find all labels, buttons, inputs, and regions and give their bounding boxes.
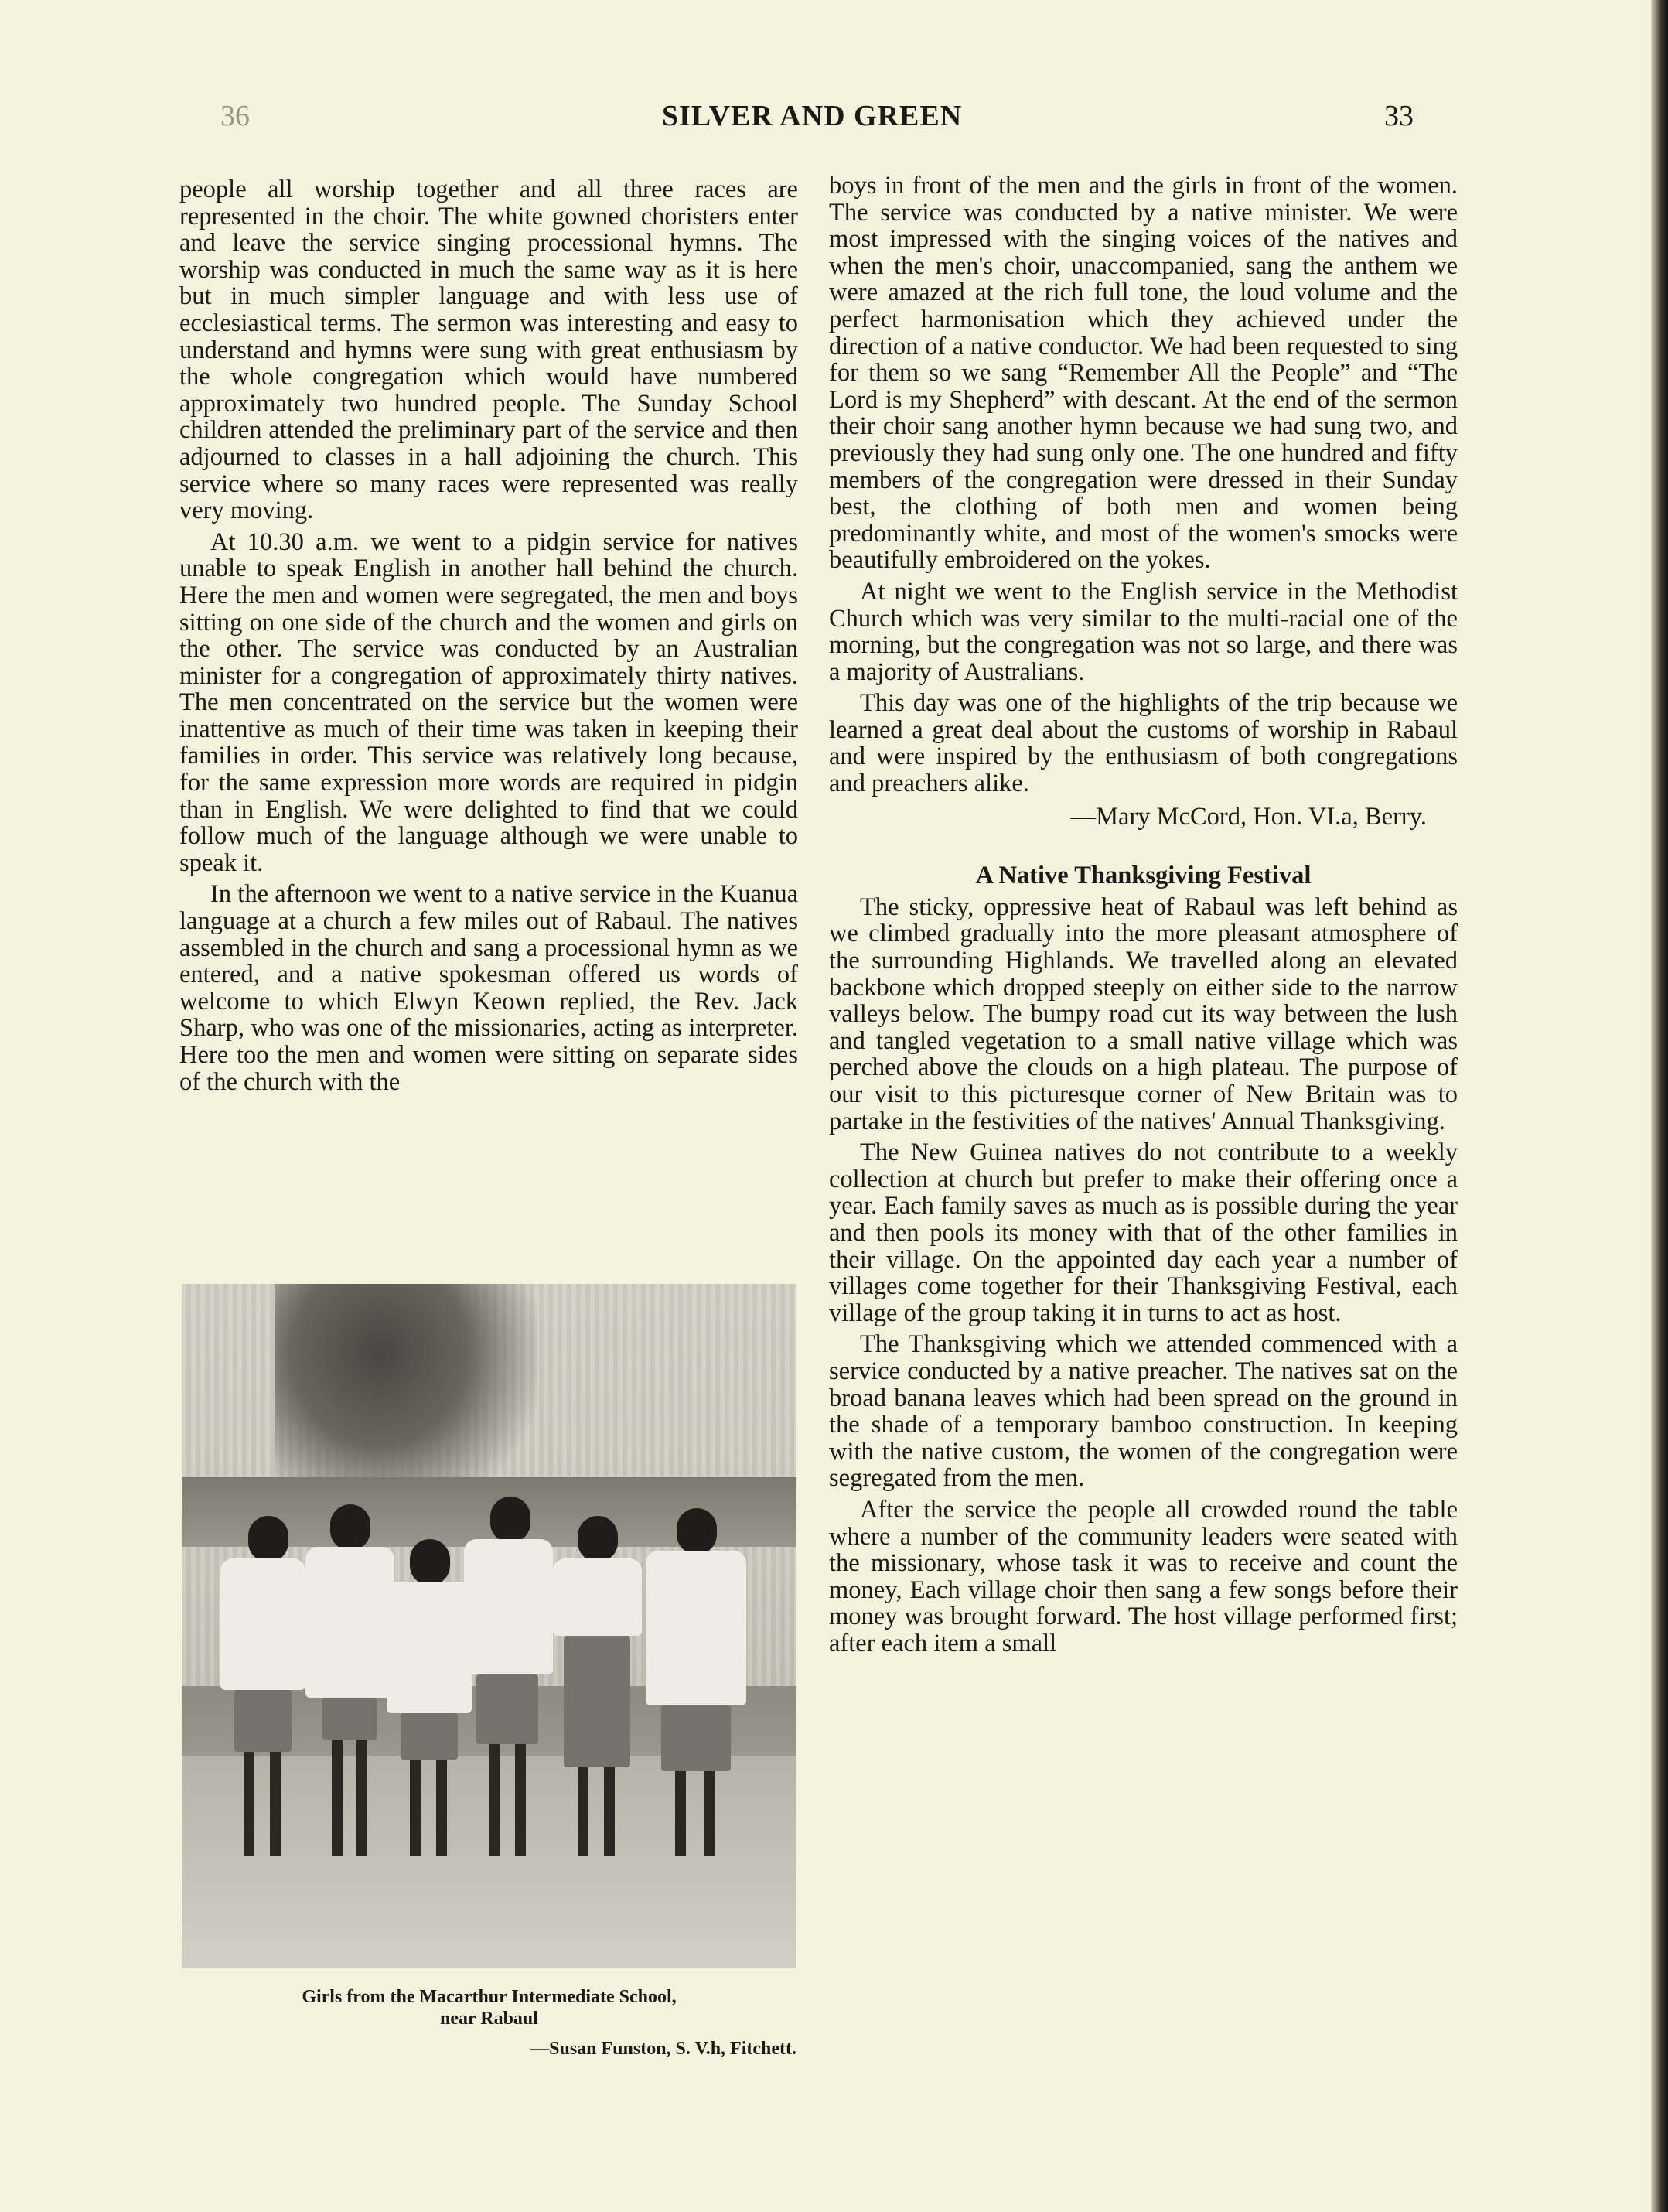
author-signature: —Mary McCord, Hon. VI.a, Berry. (1070, 802, 1427, 831)
photo-caption (182, 1986, 796, 2029)
page-header (0, 99, 1668, 145)
photo-figure (646, 1508, 746, 1856)
paragraph: boys in front of the men and the girls in front of the women. The service was conducted by a native minister. We were most impressed with the singing voices of the natives and when the men's choir, unaccompanied, sang the anthem we were amazed at the rich full tone, the loud volume and the perfect harmonisation which they achieved under the direction of a native conductor. We had been requested to sing for them so we sang “Remember All the People” and “The Lord is my Shepherd” with descant. At the end of the sermon their choir sang another hymn because we had sung two, and previously they had sung only one. The one hundred and fifty members of the congregation were dressed in their Sunday best, the clothing of both men and women being predominantly white, and most of the women's smocks were beautifully embroidered on the yokes. (829, 172, 1458, 575)
paragraph: people all worship together and all three races are represented in the choir. The white gowned choristers enter and leave the service singing processional hymns. The worship was conducted in much the same way as it is here but in much simpler language and with less use of ecclesiastical terms. The sermon was interesting and easy to understand and hymns were sung with great enthusiasm by the whole congregation which would have numbered approximately two hundred people. The Sunday School children attended the preliminary part of the service and then adjourned to classes in a hall adjoining the church. This service where so many races were represented was really very moving. (179, 176, 798, 525)
photo-credit: —Susan Funston, S. V.h, Fitchett. (530, 2039, 796, 2059)
paragraph: The Thanksgiving which we attended commenced with a service conducted by a native preacher. The natives sat on the broad banana leaves which had been spread on the ground in the shade of a temporary bamboo construction. In keeping with the native custom, the women of the congregation were segregated from the men. (829, 1330, 1458, 1493)
page-binding-edge (1651, 0, 1668, 2212)
paragraph: At 10.30 a.m. we went to a pidgin service for natives unable to speak English in another hall behind the church. Here the men and women were segregated, the men and boys sitting on one side of the church and the women and girls on the other. The service was conducted by an Australian minister for a congregation of approximately thirty natives. The men concentrated on the service but the women were inattentive as much of their time was taken in keeping their families in order. This service was relatively long because, for the same expression more words are required in pidgin than in English. We were delighted to find that we could follow much of the language although we were unable to speak it. (179, 527, 798, 877)
photo-figure (464, 1497, 553, 1856)
left-column (179, 176, 798, 1095)
caption-line: near Rabaul (440, 2009, 538, 2029)
paragraph: This day was one of the highlights of the trip because we learned a great deal about the customs of worship in Rabaul and were inspired by the enthusiasm of both congregations and preachers alike. (829, 689, 1458, 798)
photo-figure (220, 1516, 305, 1856)
caption-line: Girls from the Macarthur Intermediate School, (302, 1987, 677, 2007)
paragraph: After the service the people all crowded round the table where a number of the community leaders were seated with the missionary, whose task it was to receive and count the money, Each village choir then sang a few songs before their money was brought forward. The host village performed first; after each item a small (829, 1495, 1458, 1657)
page-number-right: 33 (1384, 100, 1414, 132)
paragraph: The sticky, oppressive heat of Rabaul was left behind as we climbed gradually into the more pleasant atmosphere of the surrounding Highlands. We travelled along an elevated backbone which dropped steeply on either side to the narrow valleys below. The bumpy road cut its way between the lush and tangled vegetation to a small native village which was perched above the clouds on a high plateau. The purpose of our visit to this picturesque corner of New Britain was to partake in the festivities of the natives' Annual Thanksgiving. (829, 893, 1458, 1135)
photo-figure (553, 1516, 642, 1856)
section-heading: A Native Thanksgiving Festival (975, 862, 1312, 890)
page-number-left: 36 (220, 100, 250, 132)
paragraph: The New Guinea natives do not contribute to a weekly collection at church but prefer to make their offering once a year. Each family saves as much as is possible during the year and then pools its money with that of the other families in their village. On the appointed day each year a number of villages come together for their Thanksgiving Festival, each village of the group taking it in turns to act as host. (829, 1138, 1458, 1327)
photograph-girls-group (182, 1284, 796, 1968)
right-column (829, 172, 1458, 1657)
photo-figure (305, 1504, 394, 1856)
paragraph: In the afternoon we went to a native service in the Kuanua language at a church a few miles out of Rabaul. The natives assembled in the church and sang a processional hymn as we entered, and a native spokesman offered us words of welcome to which Elwyn Keown replied, the Rev. Jack Sharp, who was one of the missionaries, acting as interpreter. Here too the men and women were sitting on separate sides of the church with the (179, 880, 798, 1096)
photo-figure (387, 1539, 472, 1856)
running-title: SILVER AND GREEN (661, 100, 963, 132)
paragraph: At night we went to the English service in the Methodist Church which was very similar to the multi-racial one of the morning, but the congregation was not so large, and there was a majority of Australians. (829, 577, 1458, 686)
